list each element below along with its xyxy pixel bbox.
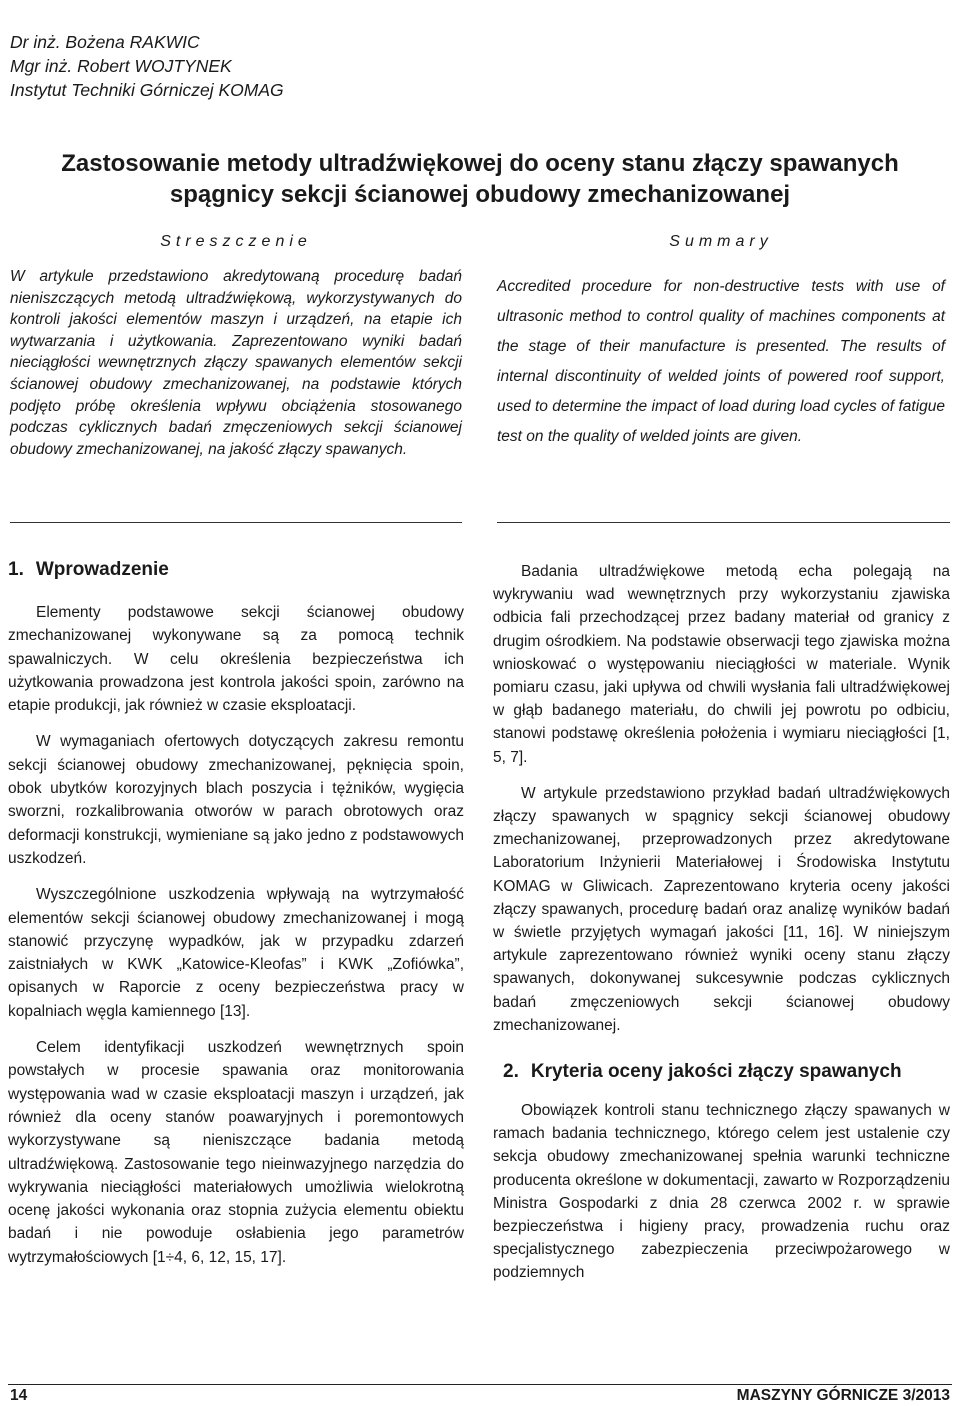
abstract-divider-right <box>497 522 950 523</box>
paragraph: Wyszczególnione uszkodzenia wpływają na wytrzymałość elementów sekcji ścianowej obudowy zmechanizowanej i mogą stanowić przyczynę wypadków, jak w przypadku zdarzeń zaistniałych w KWK „Katowice-Kleofas” i KWK „Zofiówka”, opisanych w Raporcie z oceny bezpieczeństwa pracy w kopalniach węgla kamiennego [13]. <box>8 886 464 1020</box>
abstract-polish <box>10 232 462 460</box>
paragraph: W wymaganiach ofertowych dotyczących zakresu remontu sekcji ścianowej obudowy zmechanizowanej, pęknięcia spoin, obok ubytków korozyjnych blach poszycia i tężników, wygięcia sworzni, rozkalibrowania otworów w parach obrotowych oraz deformacji konstrukcji, wymieniane są jako jedno z podstawowych uszkodzeń. <box>8 733 464 867</box>
paragraph: W artykule przedstawiono przykład badań ultradźwiękowych złączy spawanych w spągnicy sekcji ścianowej obudowy zmechanizowanej, przeprowadzonych przez akredytowane Laboratorium Inżynierii Materiałowej i Środowiska Instytutu KOMAG w Gliwicach. Zaprezentowano kryteria oceny jakości złączy spawanych, procedurę badań oraz analizę wyników badań w świetle przyjętych wymagań jakości [11, 16]. W niniejszym artykule zaprezentowano również wyniki oceny stanu złączy spawanych, dokonywanej sukcesywnie podczas cyklicznych badań zmęczeniowych sekcji ścianowej obudowy zmechanizowanej. <box>493 784 950 1034</box>
abstract-polish-text: W artykule przedstawiono akredytowaną procedurę badań nieniszczących metodą ultradźwiękową, wykorzystywanych do kontroli jakości elementów maszyn i urządzeń, na etapie ich wytwarzania i użytkowania. Zaprezentowano wyniki badań nieciągłości wewnętrznych złączy spawanych elementów sekcji ścianowej obudowy zmechanizowanej, na podstawie których podjęto próbę określenia wpływu obciążenia stosowanego podczas cyklicznych badań zmęczeniowych sekcji ścianowej obudowy zmechanizowanej, na jakość złączy spawanych. <box>10 268 462 458</box>
journal-issue: MASZYNY GÓRNICZE 3/2013 <box>736 1387 950 1404</box>
body-column-right <box>493 560 950 1298</box>
section-1-number: 1. <box>8 559 24 580</box>
paragraph: Celem identyfikacji uszkodzeń wewnętrznych spoin powstałych w procesie spawania oraz monitorowania występowania wad w czasie eksploatacji maszyn i urządzeń, jak również dla oceny stanów poawaryjnych i poremontowych wykorzystywane są nieniszczące badania metodą ultradźwiękową. Zastosowanie tego nieinwazyjnego narzędzia do wykrywania nieciągłości materiałowych umożliwia wielokrotną ocenę jakości wykonania oraz stopnia zużycia elementu obiektu badań i nie powoduje osłabienia jego parametrów wytrzymałościowych [1÷4, 6, 12, 15, 17]. <box>8 1039 464 1266</box>
section-2-number: 2. <box>503 1061 519 1083</box>
article-title-line-2: spągnicy sekcji ścianowej obudowy zmechanizowanej <box>169 181 791 208</box>
abstract-polish-heading: Streszczenie <box>160 233 312 250</box>
paragraph: Obowiązek kontroli stanu technicznego złączy spawanych w ramach badania technicznego, którego celem jest ustalenie czy sekcja obudowy zmechanizowanej spełnia warunki techniczne producenta określone w dokumentacji, zawarto w Rozporządzeniu Ministra Gospodarki z dnia 28 czerwca 2002 r. w sprawie bezpieczeństwa i higieny pracy, prowadzenia ruchu oraz specjalistycznego zabezpieczenia przeciwpożarowego w podziemnych <box>493 1102 950 1282</box>
author-affiliation: Instytut Techniki Górniczej KOMAG <box>10 80 284 100</box>
footer-divider <box>8 1384 952 1385</box>
author-2: Mgr inż. Robert WOJTYNEK <box>10 56 232 76</box>
section-1-heading <box>8 557 464 583</box>
abstract-english-heading: Summary <box>669 233 773 250</box>
section-2-title: Kryteria oceny jakości złączy spawanych <box>530 1061 902 1083</box>
abstract-english-text: Accredited procedure for non-destructive tests with use of ultrasonic method to control quality of machines components at the stage of their manufacture is presented. The results of internal discontinuity of welded joints of powered roof support, used to determine the impact of load during load cycles of fatigue test on the quality of welded joints are given. <box>497 278 945 445</box>
author-block <box>10 30 284 102</box>
section-2-heading <box>503 1059 950 1085</box>
paragraph: Elementy podstawowe sekcji ścianowej obudowy zmechanizowanej wykonywane są za pomocą technik spawalniczych. W celu określenia bezpieczeństwa ich użytkowania prowadzona jest kontrola jakości spoin, zarówno na etapie produkcji, jak również w czasie eksploatacji. <box>8 604 464 715</box>
section-1-title: Wprowadzenie <box>35 559 169 580</box>
article-title-line-1: Zastosowanie metody ultradźwiękowej do oceny stanu złączy spawanych <box>61 150 899 177</box>
page-number: 14 <box>10 1387 28 1404</box>
article-title <box>0 148 960 210</box>
body-column-left <box>8 557 464 1282</box>
abstract-divider-left <box>10 522 462 523</box>
author-1: Dr inż. Bożena RAKWIC <box>10 32 200 52</box>
paragraph: Badania ultradźwiękowe metodą echa polegają na wykrywaniu wad wewnętrznych przy wykorzystaniu zjawiska odbicia fali przechodzącej przez badany materiał od granicy z drugim ośrodkiem. Na podstawie obserwacji tego zjawiska można wnioskować o występowaniu nieciągłości w materiale. Wynik pomiaru czasu, jaki upływa od chwili wysłania fali ultradźwiękowej w głąb badanego materiału, do chwili jej powrotu po odbiciu, stanowi podstawę określenia położenia i wymiaru nieciągłości [1, 5, 7]. <box>493 563 950 766</box>
abstract-english <box>497 232 945 452</box>
